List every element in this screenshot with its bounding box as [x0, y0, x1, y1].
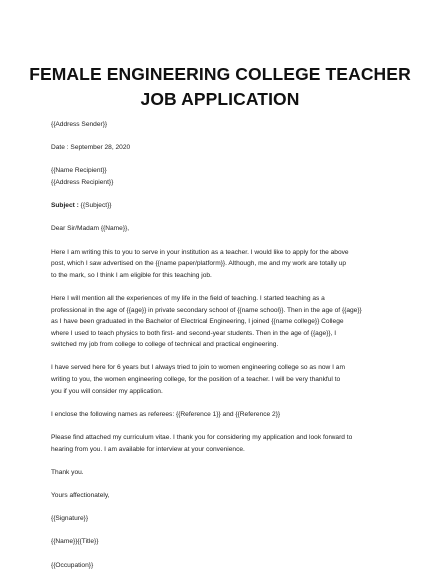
paragraph-line: I have served here for 6 years but I always tried to join to women engineering college so as now I am: [51, 364, 345, 372]
name-recipient: {{Name Recipient}}: [51, 167, 107, 175]
paragraph-line: post, which I saw advertised on the {{name paper/platform}}. Although, me and my work are totally up: [51, 260, 347, 268]
occupation-line: {{Occupation}}: [51, 561, 94, 569]
date-block: [51, 142, 406, 154]
title-line-1: FEMALE ENGINEERING COLLEGE TEACHER: [29, 64, 411, 84]
subject-value: {{Subject}}: [78, 202, 112, 210]
address-recipient: {{Address Recipient}}: [51, 178, 114, 186]
thanks-line: Thank you.: [51, 468, 84, 476]
name-title-block: [51, 536, 406, 548]
occupation-block: [51, 560, 406, 571]
paragraph-line: switched my job from college to college of technical and practical engineering.: [51, 341, 279, 349]
paragraph-line: professional in the age of {{age}} in private secondary school of {{name school}}. Then in the age of {{age}}: [51, 306, 362, 314]
document-title: [20, 62, 420, 112]
subject-line: [51, 200, 406, 212]
paragraph-line: you if you will consider my application.: [51, 387, 163, 395]
sender-block: [51, 119, 406, 131]
paragraph-line: Here I will mention all the experiences of my life in the field of teaching. I started teaching as a: [51, 294, 325, 302]
closing-line: Yours affectionately,: [51, 492, 110, 499]
salutation: Dear Sir/Madam {{Name}},: [51, 225, 130, 233]
address-sender: {{Address Sender}}: [51, 121, 108, 128]
thanks-block: [51, 467, 406, 479]
paragraph-5: [51, 432, 406, 455]
paragraph-1: [51, 247, 406, 282]
recipient-block: [51, 165, 406, 188]
title-line-2: JOB APPLICATION: [140, 89, 300, 109]
date-line: Date : September 28, 2020: [51, 144, 131, 152]
subject-label: Subject :: [51, 202, 79, 210]
signature-block: [51, 513, 406, 525]
paragraph-line: as I have been graduated in the Bachelor of Electrical Engineering, I joined {{name college}} College: [51, 318, 344, 326]
salutation-block: [51, 223, 406, 235]
paragraph-line: hearing from you. I am available for interview at your convenience.: [51, 445, 245, 453]
subject-block: [51, 200, 406, 212]
paragraph-line: Please find attached my curriculum vitae. I thank you for considering my application and look forward to: [51, 434, 353, 442]
paragraph-3: [51, 362, 406, 397]
letter-body: [51, 119, 406, 571]
closing-block: [51, 490, 406, 502]
name-title-line: {{Name}}{{Title}}: [51, 538, 99, 546]
paragraph-line: to the mark, so I think I am eligible for this teaching job.: [51, 271, 212, 279]
paragraph-2: [51, 293, 406, 351]
paragraph-line: writing to you, the women engineering college, for the position of a teacher. I will be very thankful to: [51, 376, 341, 384]
paragraph-4: [51, 409, 406, 421]
signature-line: {{Signature}}: [51, 515, 89, 523]
paragraph-line: Here I am writing this to you to serve in your institution as a teacher. I would like to apply for the above: [51, 248, 349, 256]
paragraph-line: I enclose the following names as referees: {{Reference 1}} and {{Reference 2}}: [51, 410, 281, 418]
paragraph-line: where I used to teach physics to both first- and second-year students. Then in the age of {{age}}, I: [51, 329, 337, 337]
